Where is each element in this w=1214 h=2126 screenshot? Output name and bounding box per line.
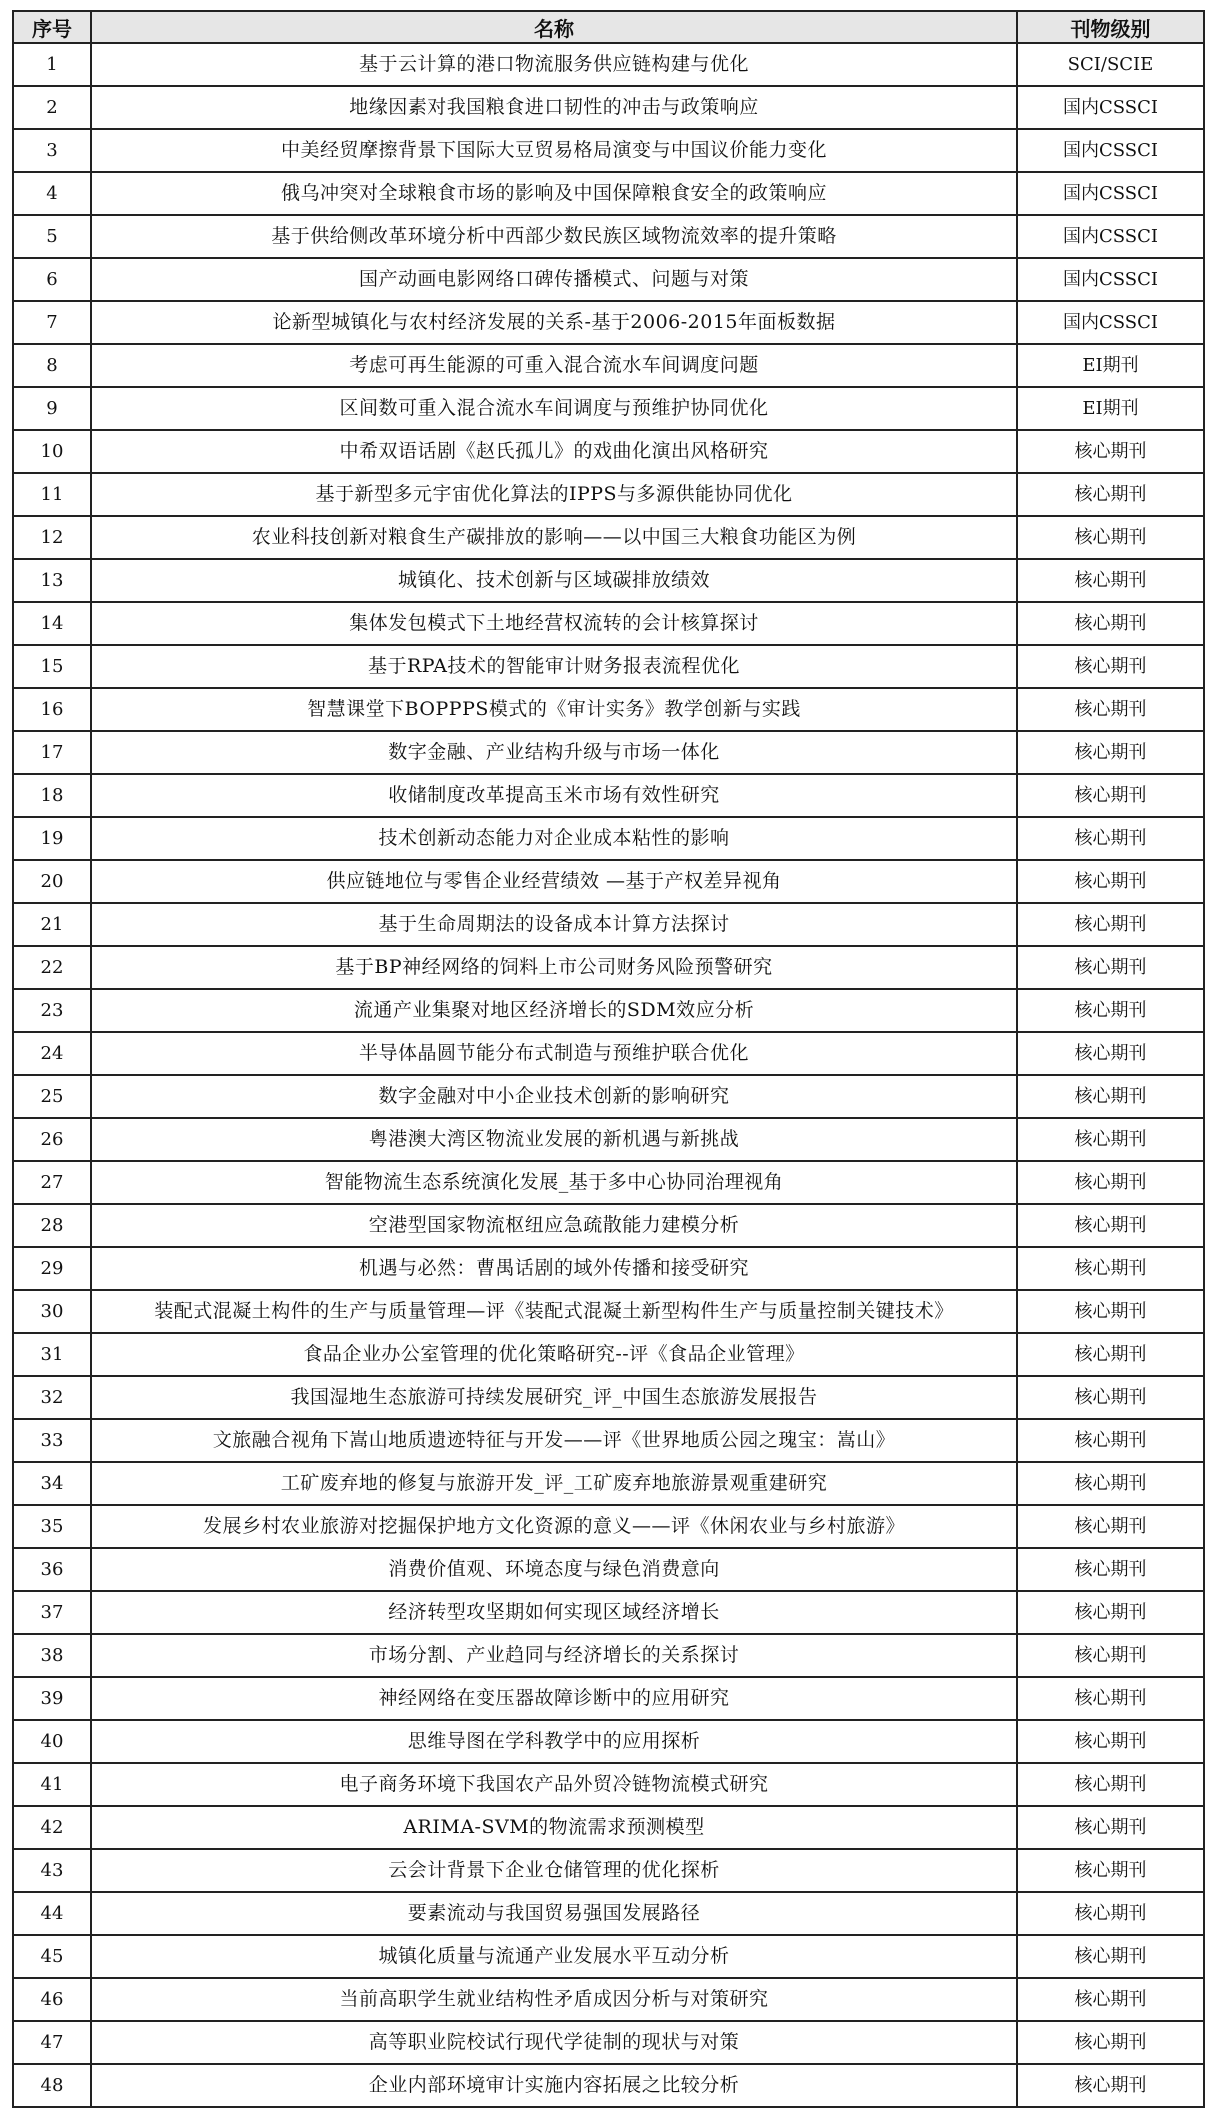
table-row [13,1118,1204,1161]
row-level-cell: 核心期刊 [1017,559,1204,602]
row-name-cell: 数字金融、产业结构升级与市场一体化 [91,731,1017,774]
publications-table-container [12,10,1203,2108]
row-name-cell: 发展乡村农业旅游对挖掘保护地方文化资源的意义——评《休闲农业与乡村旅游》 [91,1505,1017,1548]
header-row [13,11,1204,43]
row-index-cell: 38 [13,1634,91,1677]
row-level-cell: 核心期刊 [1017,1419,1204,1462]
row-index-cell: 43 [13,1849,91,1892]
row-level-cell: 核心期刊 [1017,860,1204,903]
row-level-cell: 核心期刊 [1017,1376,1204,1419]
row-level-cell: 核心期刊 [1017,1677,1204,1720]
table-row [13,1935,1204,1978]
header-level: 刊物级别 [1017,11,1204,43]
row-level-cell: 国内CSSCI [1017,215,1204,258]
row-index-cell: 27 [13,1161,91,1204]
row-index-cell: 31 [13,1333,91,1376]
header-name: 名称 [91,11,1017,43]
row-name-cell: 要素流动与我国贸易强国发展路径 [91,1892,1017,1935]
row-level-cell: 核心期刊 [1017,430,1204,473]
row-index-cell: 20 [13,860,91,903]
table-body [13,43,1204,2107]
table-row [13,602,1204,645]
row-name-cell: 我国湿地生态旅游可持续发展研究_评_中国生态旅游发展报告 [91,1376,1017,1419]
row-index-cell: 40 [13,1720,91,1763]
row-name-cell: 收储制度改革提高玉米市场有效性研究 [91,774,1017,817]
row-name-cell: 基于云计算的港口物流服务供应链构建与优化 [91,43,1017,86]
table-row [13,1161,1204,1204]
row-level-cell: 核心期刊 [1017,2021,1204,2064]
row-name-cell: 工矿废弃地的修复与旅游开发_评_工矿废弃地旅游景观重建研究 [91,1462,1017,1505]
table-row [13,1032,1204,1075]
table-row [13,43,1204,86]
publications-table [12,10,1205,2108]
row-level-cell: 核心期刊 [1017,1591,1204,1634]
table-row [13,817,1204,860]
row-name-cell: 智能物流生态系统演化发展_基于多中心协同治理视角 [91,1161,1017,1204]
row-index-cell: 46 [13,1978,91,2021]
row-index-cell: 48 [13,2064,91,2107]
table-row [13,1290,1204,1333]
row-index-cell: 30 [13,1290,91,1333]
row-name-cell: 神经网络在变压器故障诊断中的应用研究 [91,1677,1017,1720]
row-name-cell: 经济转型攻坚期如何实现区域经济增长 [91,1591,1017,1634]
row-level-cell: 核心期刊 [1017,731,1204,774]
row-name-cell: 供应链地位与零售企业经营绩效 —基于产权差异视角 [91,860,1017,903]
row-name-cell: 装配式混凝土构件的生产与质量管理—评《装配式混凝土新型构件生产与质量控制关键技术》 [91,1290,1017,1333]
row-name-cell: 数字金融对中小企业技术创新的影响研究 [91,1075,1017,1118]
row-index-cell: 7 [13,301,91,344]
table-row [13,1548,1204,1591]
row-level-cell: EI期刊 [1017,387,1204,430]
row-name-cell: 食品企业办公室管理的优化策略研究--评《食品企业管理》 [91,1333,1017,1376]
row-name-cell: 俄乌冲突对全球粮食市场的影响及中国保障粮食安全的政策响应 [91,172,1017,215]
row-level-cell: 核心期刊 [1017,1720,1204,1763]
row-name-cell: 地缘因素对我国粮食进口韧性的冲击与政策响应 [91,86,1017,129]
row-name-cell: 云会计背景下企业仓储管理的优化探析 [91,1849,1017,1892]
row-index-cell: 10 [13,430,91,473]
table-row [13,387,1204,430]
row-level-cell: SCI/SCIE [1017,43,1204,86]
table-row [13,774,1204,817]
table-row [13,1333,1204,1376]
row-index-cell: 6 [13,258,91,301]
table-row [13,946,1204,989]
row-level-cell: 核心期刊 [1017,645,1204,688]
row-name-cell: 城镇化、技术创新与区域碳排放绩效 [91,559,1017,602]
row-index-cell: 29 [13,1247,91,1290]
row-name-cell: 考虑可再生能源的可重入混合流水车间调度问题 [91,344,1017,387]
row-index-cell: 23 [13,989,91,1032]
table-row [13,989,1204,1032]
table-row [13,430,1204,473]
row-index-cell: 1 [13,43,91,86]
row-index-cell: 4 [13,172,91,215]
table-row [13,1849,1204,1892]
row-index-cell: 41 [13,1763,91,1806]
row-index-cell: 24 [13,1032,91,1075]
row-index-cell: 9 [13,387,91,430]
row-level-cell: 核心期刊 [1017,817,1204,860]
row-name-cell: 论新型城镇化与农村经济发展的关系-基于2006-2015年面板数据 [91,301,1017,344]
row-index-cell: 3 [13,129,91,172]
row-index-cell: 14 [13,602,91,645]
row-name-cell: 粤港澳大湾区物流业发展的新机遇与新挑战 [91,1118,1017,1161]
row-index-cell: 34 [13,1462,91,1505]
table-row [13,301,1204,344]
row-index-cell: 15 [13,645,91,688]
row-level-cell: 核心期刊 [1017,1634,1204,1677]
row-level-cell: 核心期刊 [1017,1978,1204,2021]
row-index-cell: 36 [13,1548,91,1591]
table-row [13,1376,1204,1419]
row-name-cell: 空港型国家物流枢纽应急疏散能力建模分析 [91,1204,1017,1247]
table-row [13,473,1204,516]
row-level-cell: 核心期刊 [1017,1892,1204,1935]
table-row [13,1419,1204,1462]
row-level-cell: 核心期刊 [1017,903,1204,946]
table-row [13,1806,1204,1849]
row-level-cell: 国内CSSCI [1017,129,1204,172]
table-row [13,1892,1204,1935]
row-level-cell: 核心期刊 [1017,1032,1204,1075]
row-level-cell: 核心期刊 [1017,1849,1204,1892]
table-row [13,1505,1204,1548]
row-index-cell: 39 [13,1677,91,1720]
table-row [13,903,1204,946]
table-row [13,688,1204,731]
row-name-cell: 当前高职学生就业结构性矛盾成因分析与对策研究 [91,1978,1017,2021]
row-level-cell: 核心期刊 [1017,1075,1204,1118]
row-index-cell: 22 [13,946,91,989]
row-level-cell: 核心期刊 [1017,1548,1204,1591]
table-row [13,1462,1204,1505]
row-index-cell: 44 [13,1892,91,1935]
row-level-cell: 核心期刊 [1017,989,1204,1032]
table-row [13,1763,1204,1806]
row-level-cell: 国内CSSCI [1017,301,1204,344]
row-index-cell: 19 [13,817,91,860]
row-index-cell: 26 [13,1118,91,1161]
table-row [13,344,1204,387]
row-name-cell: 国产动画电影网络口碑传播模式、问题与对策 [91,258,1017,301]
row-level-cell: EI期刊 [1017,344,1204,387]
table-row [13,645,1204,688]
row-index-cell: 11 [13,473,91,516]
row-name-cell: 市场分割、产业趋同与经济增长的关系探讨 [91,1634,1017,1677]
row-level-cell: 核心期刊 [1017,774,1204,817]
table-row [13,1075,1204,1118]
row-name-cell: 集体发包模式下土地经营权流转的会计核算探讨 [91,602,1017,645]
table-row [13,1720,1204,1763]
row-index-cell: 45 [13,1935,91,1978]
row-name-cell: 基于供给侧改革环境分析中西部少数民族区域物流效率的提升策略 [91,215,1017,258]
row-level-cell: 核心期刊 [1017,473,1204,516]
table-row [13,86,1204,129]
table-row [13,129,1204,172]
row-index-cell: 13 [13,559,91,602]
row-index-cell: 16 [13,688,91,731]
row-index-cell: 42 [13,1806,91,1849]
row-level-cell: 核心期刊 [1017,1204,1204,1247]
table-row [13,1204,1204,1247]
row-name-cell: 流通产业集聚对地区经济增长的SDM效应分析 [91,989,1017,1032]
row-name-cell: 基于BP神经网络的饲料上市公司财务风险预警研究 [91,946,1017,989]
row-name-cell: 消费价值观、环境态度与绿色消费意向 [91,1548,1017,1591]
row-level-cell: 核心期刊 [1017,1462,1204,1505]
table-row [13,1634,1204,1677]
row-name-cell: 城镇化质量与流通产业发展水平互动分析 [91,1935,1017,1978]
row-level-cell: 核心期刊 [1017,946,1204,989]
table-row [13,1247,1204,1290]
row-name-cell: 技术创新动态能力对企业成本粘性的影响 [91,817,1017,860]
row-name-cell: 智慧课堂下BOPPPS模式的《审计实务》教学创新与实践 [91,688,1017,731]
row-name-cell: 文旅融合视角下嵩山地质遗迹特征与开发——评《世界地质公园之瑰宝：嵩山》 [91,1419,1017,1462]
row-index-cell: 33 [13,1419,91,1462]
row-index-cell: 12 [13,516,91,559]
row-name-cell: 半导体晶圆节能分布式制造与预维护联合优化 [91,1032,1017,1075]
row-name-cell: 农业科技创新对粮食生产碳排放的影响——以中国三大粮食功能区为例 [91,516,1017,559]
row-index-cell: 5 [13,215,91,258]
table-row [13,1677,1204,1720]
row-index-cell: 35 [13,1505,91,1548]
row-index-cell: 47 [13,2021,91,2064]
table-row [13,860,1204,903]
row-name-cell: 中美经贸摩擦背景下国际大豆贸易格局演变与中国议价能力变化 [91,129,1017,172]
row-level-cell: 核心期刊 [1017,1247,1204,1290]
row-level-cell: 核心期刊 [1017,1161,1204,1204]
table-row [13,559,1204,602]
table-row [13,2064,1204,2107]
row-level-cell: 核心期刊 [1017,1763,1204,1806]
row-level-cell: 核心期刊 [1017,2064,1204,2107]
row-level-cell: 核心期刊 [1017,1118,1204,1161]
row-name-cell: 中希双语话剧《赵氏孤儿》的戏曲化演出风格研究 [91,430,1017,473]
table-row [13,172,1204,215]
row-index-cell: 18 [13,774,91,817]
row-index-cell: 37 [13,1591,91,1634]
row-name-cell: 基于新型多元宇宙优化算法的IPPS与多源供能协同优化 [91,473,1017,516]
table-header [13,11,1204,43]
row-level-cell: 核心期刊 [1017,1505,1204,1548]
table-row [13,1978,1204,2021]
table-row [13,731,1204,774]
row-name-cell: 企业内部环境审计实施内容拓展之比较分析 [91,2064,1017,2107]
row-level-cell: 核心期刊 [1017,1290,1204,1333]
row-index-cell: 21 [13,903,91,946]
row-level-cell: 核心期刊 [1017,688,1204,731]
row-name-cell: 基于RPA技术的智能审计财务报表流程优化 [91,645,1017,688]
table-row [13,2021,1204,2064]
row-name-cell: 区间数可重入混合流水车间调度与预维护协同优化 [91,387,1017,430]
row-name-cell: 思维导图在学科教学中的应用探析 [91,1720,1017,1763]
row-index-cell: 8 [13,344,91,387]
row-index-cell: 2 [13,86,91,129]
row-name-cell: 高等职业院校试行现代学徒制的现状与对策 [91,2021,1017,2064]
row-index-cell: 28 [13,1204,91,1247]
row-name-cell: 基于生命周期法的设备成本计算方法探讨 [91,903,1017,946]
table-row [13,258,1204,301]
row-index-cell: 25 [13,1075,91,1118]
row-level-cell: 核心期刊 [1017,1935,1204,1978]
row-level-cell: 国内CSSCI [1017,258,1204,301]
header-index: 序号 [13,11,91,43]
row-name-cell: ARIMA-SVM的物流需求预测模型 [91,1806,1017,1849]
table-row [13,215,1204,258]
table-row [13,1591,1204,1634]
row-level-cell: 核心期刊 [1017,602,1204,645]
row-index-cell: 32 [13,1376,91,1419]
row-level-cell: 国内CSSCI [1017,86,1204,129]
row-level-cell: 核心期刊 [1017,1806,1204,1849]
row-name-cell: 电子商务环境下我国农产品外贸冷链物流模式研究 [91,1763,1017,1806]
row-level-cell: 核心期刊 [1017,516,1204,559]
row-level-cell: 国内CSSCI [1017,172,1204,215]
row-level-cell: 核心期刊 [1017,1333,1204,1376]
table-row [13,516,1204,559]
row-name-cell: 机遇与必然：曹禺话剧的域外传播和接受研究 [91,1247,1017,1290]
row-index-cell: 17 [13,731,91,774]
